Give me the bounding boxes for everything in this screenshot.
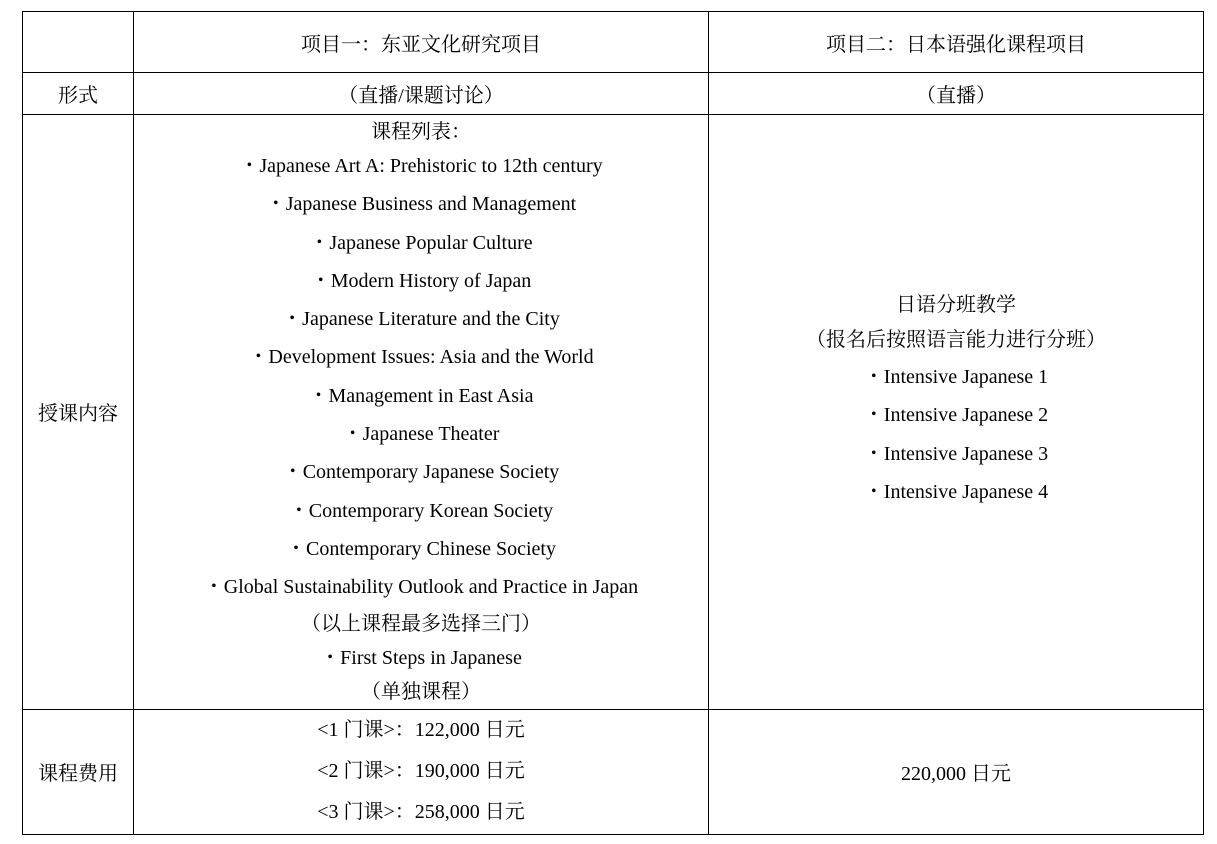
program2-header: 项目二：日本语强化课程项目	[709, 12, 1204, 73]
program2-content-note: （报名后按照语言能力进行分班）	[806, 329, 1106, 352]
selection-note: （以上课程最多选择三门）	[301, 612, 541, 635]
program1-fee-cell	[134, 709, 709, 834]
course-list-item: ・Japanese Art A: Prehistoric to 12th century	[239, 155, 603, 177]
intensive-course-item: ・Intensive Japanese 4	[863, 481, 1049, 504]
course-list-item: ・Contemporary Japanese Society	[282, 461, 560, 484]
course-list-item: ・Japanese Popular Culture	[309, 231, 533, 254]
fee-line: <2 门课>：190,000 日元	[317, 760, 525, 783]
course-list-item: ・Contemporary Korean Society	[288, 499, 554, 522]
fee-row	[23, 709, 1204, 834]
program2-format: （直播）	[709, 73, 1204, 115]
header-row	[23, 12, 1204, 73]
standalone-note: （单独课程）	[361, 680, 481, 703]
intensive-course-item: ・Intensive Japanese 3	[863, 442, 1049, 465]
fee-label: 课程费用	[23, 709, 134, 834]
standalone-course: ・First Steps in Japanese	[320, 646, 522, 669]
corner-cell	[23, 12, 134, 73]
program1-header: 项目一：东亚文化研究项目	[134, 12, 709, 73]
fee-line: <1 门课>：122,000 日元	[317, 719, 525, 742]
program2-content-title: 日语分班教学	[896, 294, 1016, 317]
course-list-item: ・Management in East Asia	[308, 384, 534, 407]
course-list-item: ・Development Issues: Asia and the World	[248, 346, 594, 369]
fee-line: <3 门课>：258,000 日元	[317, 801, 525, 824]
course-list-item: ・Japanese Theater	[342, 423, 500, 446]
intensive-course-item: ・Intensive Japanese 2	[863, 404, 1049, 427]
course-list-item: ・Japanese Business and Management	[265, 193, 577, 216]
course-list-title: 课程列表：	[371, 121, 471, 143]
course-list-item: ・Modern History of Japan	[310, 269, 532, 292]
format-label: 形式	[23, 73, 134, 115]
course-list-item: ・Japanese Literature and the City	[282, 308, 560, 331]
content-row	[23, 115, 1204, 710]
program2-content-cell	[709, 115, 1204, 710]
program2-fee: 220,000 日元	[709, 709, 1204, 834]
course-list-item: ・Global Sustainability Outlook and Practice in Japan	[203, 576, 639, 599]
program-comparison-table	[22, 11, 1204, 835]
intensive-course-item: ・Intensive Japanese 1	[863, 366, 1049, 389]
format-row	[23, 73, 1204, 115]
content-label: 授课内容	[23, 115, 134, 710]
course-list-item: ・Contemporary Chinese Society	[286, 537, 556, 560]
program1-content-cell	[134, 115, 709, 710]
program1-format: （直播/课题讨论）	[134, 73, 709, 115]
